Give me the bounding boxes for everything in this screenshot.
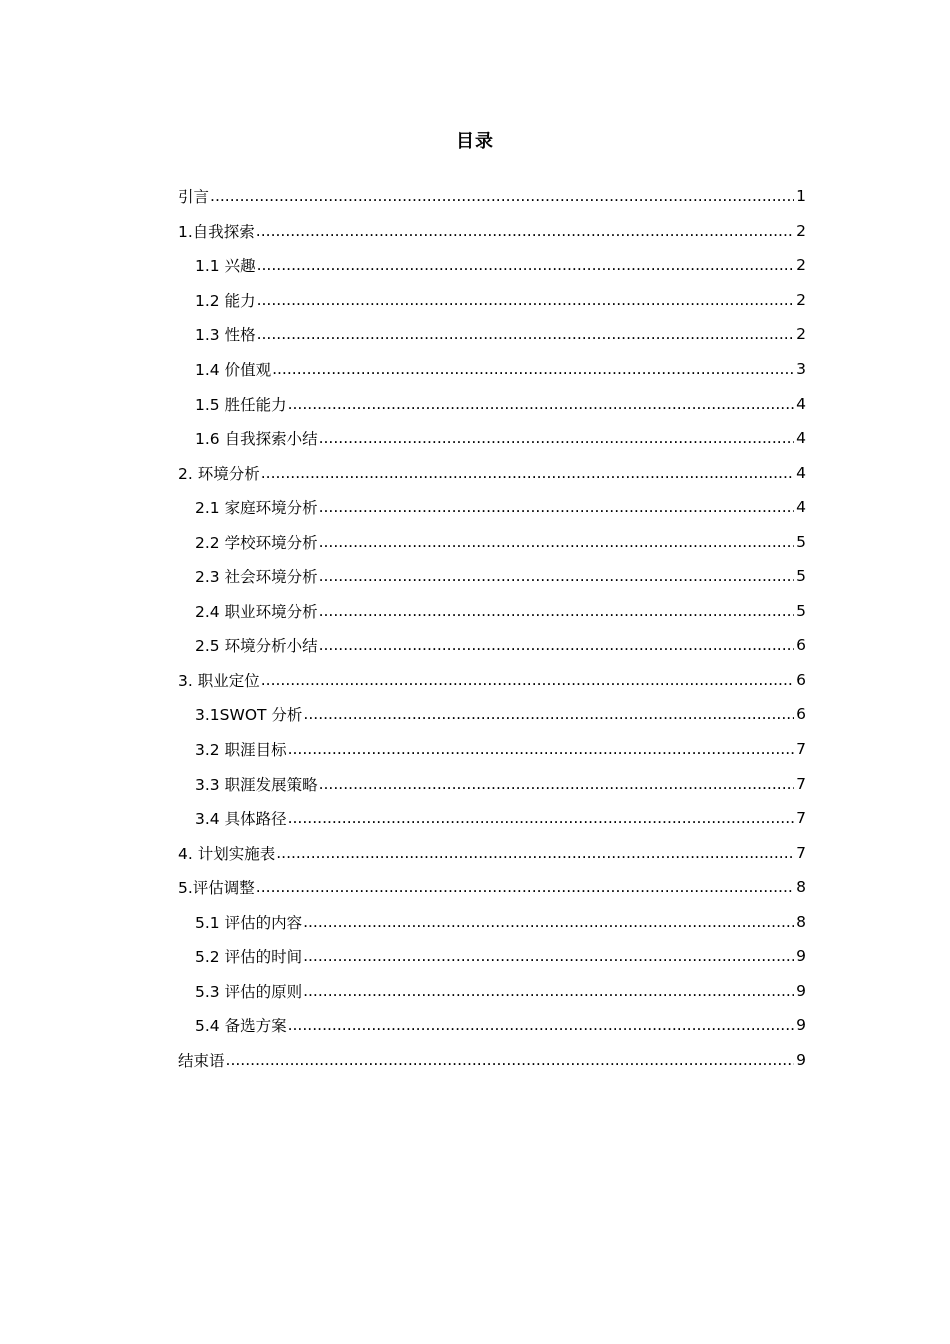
toc-entry-label: 3.4 具体路径 <box>195 810 287 829</box>
toc-entry[interactable] <box>178 904 806 939</box>
toc-entry-label: 5.4 备选方案 <box>195 1017 287 1036</box>
toc-leader-dots <box>319 567 795 585</box>
toc-leader-dots <box>303 705 794 723</box>
toc-leader-dots <box>303 947 794 965</box>
toc-entry-label: 2.4 职业环境分析 <box>195 602 318 621</box>
toc-entry-label: 2.2 学校环境分析 <box>195 533 318 552</box>
toc-entry-label: 3.2 职涯目标 <box>195 741 287 760</box>
toc-entry-label: 3.3 职涯发展策略 <box>195 775 318 794</box>
toc-entry-page-number: 5 <box>796 567 806 586</box>
toc-entry-label: 1.4 价值观 <box>195 361 272 379</box>
toc-entry-page-number: 5 <box>796 601 806 620</box>
toc-leader-dots <box>319 775 795 793</box>
toc-entry-label: 2.3 社会环境分析 <box>195 568 318 587</box>
toc-entry-label: 1.3 性格 <box>195 326 256 345</box>
toc-entry-page-number: 2 <box>796 221 806 240</box>
toc-entry-page-number: 5 <box>796 532 806 551</box>
toc-entry[interactable] <box>178 732 806 767</box>
toc-entry[interactable] <box>178 248 806 283</box>
toc-leader-dots <box>288 1016 795 1034</box>
toc-leader-dots <box>257 325 795 343</box>
toc-leader-dots <box>226 1051 795 1069</box>
toc-leader-dots <box>288 395 795 413</box>
toc-leader-dots <box>319 533 795 551</box>
toc-entry[interactable] <box>178 835 806 870</box>
toc-entry[interactable] <box>178 974 806 1009</box>
toc-leader-dots <box>261 464 794 482</box>
toc-entry-page-number: 7 <box>796 774 806 793</box>
toc-entry[interactable] <box>178 939 806 974</box>
toc-entry[interactable] <box>178 386 806 421</box>
toc-entry-page-number: 9 <box>796 1016 806 1035</box>
toc-entry-page-number: 8 <box>796 878 806 897</box>
toc-entry-page-number: 4 <box>796 498 806 517</box>
toc-leader-dots <box>257 256 795 274</box>
toc-entry-label: 5.评估调整 <box>178 879 255 898</box>
toc-leader-dots <box>257 291 795 309</box>
toc-entry-label: 1.2 能力 <box>195 291 256 310</box>
toc-leader-dots <box>319 636 795 654</box>
toc-entry-page-number: 6 <box>796 670 806 689</box>
toc-entry[interactable] <box>178 352 806 387</box>
toc-entry[interactable] <box>178 1008 806 1043</box>
toc-entry[interactable] <box>178 801 806 836</box>
toc-entry-label: 1.6 自我探索小结 <box>195 430 318 449</box>
toc-entry[interactable] <box>178 663 806 698</box>
toc-entry[interactable] <box>178 490 806 525</box>
toc-leader-dots <box>256 878 794 896</box>
toc-entry-page-number: 2 <box>796 325 806 344</box>
toc-entry-page-number: 2 <box>796 256 806 275</box>
toc-entry[interactable] <box>178 1043 806 1078</box>
toc-leader-dots <box>276 844 794 862</box>
toc-entry-page-number: 7 <box>796 809 806 828</box>
toc-leader-dots <box>272 360 794 378</box>
toc-entry[interactable] <box>178 697 806 732</box>
toc-entry-label: 2. 环境分析 <box>178 464 260 483</box>
toc-entry[interactable] <box>178 283 806 318</box>
toc-entry-page-number: 9 <box>796 1050 806 1069</box>
toc-entry[interactable] <box>178 628 806 663</box>
toc-entry-page-number: 3 <box>796 360 806 378</box>
toc-entry[interactable] <box>178 455 806 490</box>
toc-entry[interactable] <box>178 524 806 559</box>
toc-entry[interactable] <box>178 870 806 905</box>
toc-leader-dots <box>256 222 794 240</box>
toc-entry-label: 2.5 环境分析小结 <box>195 637 318 656</box>
toc-entry[interactable] <box>178 179 806 214</box>
toc-entry-label: 1.自我探索 <box>178 222 255 241</box>
toc-leader-dots <box>210 187 794 205</box>
toc-entry-label: 5.3 评估的原则 <box>195 982 303 1001</box>
toc-entry-page-number: 4 <box>796 429 806 448</box>
toc-leader-dots <box>303 982 794 1000</box>
toc-entry-page-number: 4 <box>796 463 806 482</box>
toc-leader-dots <box>303 913 794 931</box>
toc-entry-page-number: 4 <box>796 394 806 413</box>
toc-entry-label: 2.1 家庭环境分析 <box>195 499 318 518</box>
toc-entry[interactable] <box>178 594 806 629</box>
toc-entry-label: 5.2 评估的时间 <box>195 948 303 967</box>
toc-entry-page-number: 9 <box>796 947 806 966</box>
toc-leader-dots <box>319 602 795 620</box>
toc-entry[interactable] <box>178 766 806 801</box>
toc-entry-label: 4. 计划实施表 <box>178 844 276 863</box>
toc-entry-page-number: 7 <box>796 740 806 759</box>
toc-entry[interactable] <box>178 214 806 249</box>
toc-entry-page-number: 2 <box>796 290 806 309</box>
toc-leader-dots <box>319 498 795 516</box>
toc-entry-page-number: 8 <box>796 912 806 931</box>
toc-entry-label: 5.1 评估的内容 <box>195 913 303 932</box>
toc-entry[interactable] <box>178 559 806 594</box>
toc-entry-label: 1.5 胜任能力 <box>195 395 287 414</box>
toc-entry-page-number: 1 <box>796 187 806 206</box>
toc-entry-label: 引言 <box>178 188 210 207</box>
toc-entry[interactable] <box>178 421 806 456</box>
toc-entry-label: 结束语 <box>178 1051 225 1070</box>
toc-entry-label: 3. 职业定位 <box>178 671 260 690</box>
toc-entry-page-number: 7 <box>796 843 806 862</box>
table-of-contents <box>178 179 806 1077</box>
toc-entry-label: 1.1 兴趣 <box>195 257 256 276</box>
page-title: 目录 <box>456 131 494 152</box>
toc-entry[interactable] <box>178 317 806 352</box>
toc-entry-page-number: 6 <box>796 705 806 724</box>
toc-leader-dots <box>319 429 795 447</box>
toc-leader-dots <box>261 671 794 689</box>
toc-leader-dots <box>288 740 795 758</box>
toc-entry-label: 3.1SWOT 分析 <box>195 706 303 725</box>
toc-leader-dots <box>288 809 795 827</box>
toc-entry-page-number: 6 <box>796 636 806 655</box>
toc-entry-page-number: 9 <box>796 981 806 1000</box>
